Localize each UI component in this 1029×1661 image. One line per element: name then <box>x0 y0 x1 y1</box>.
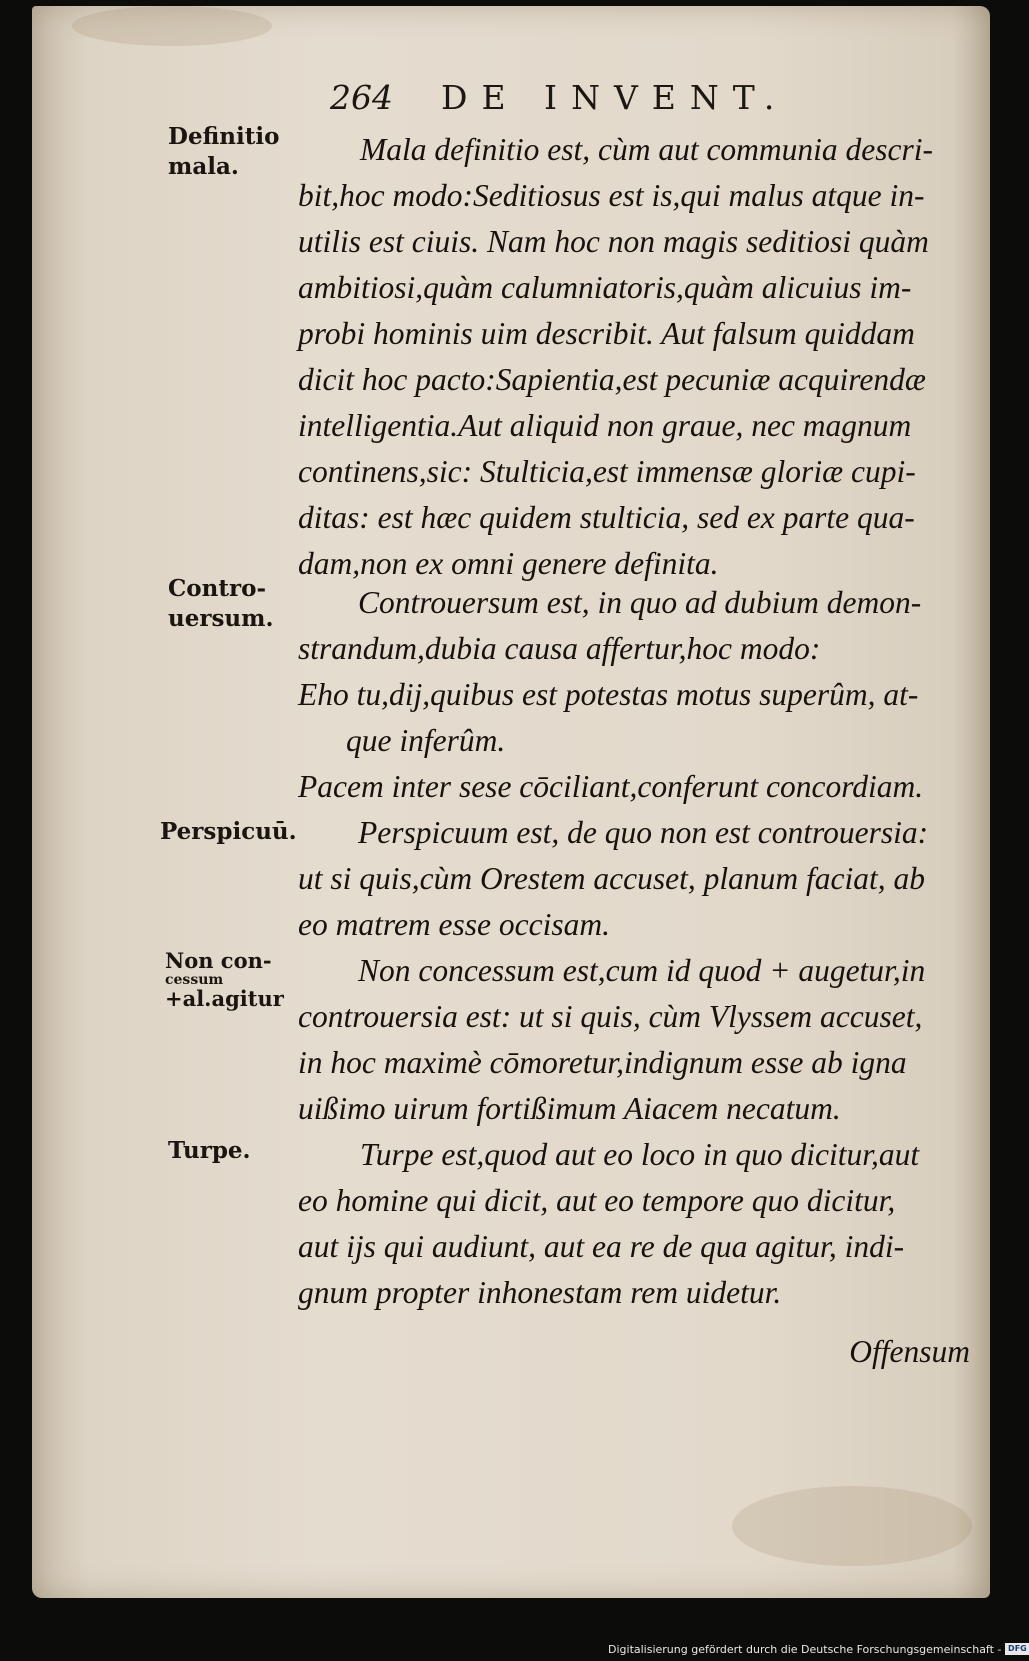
text-line: Controuersum est, in quo ad dubium demon- <box>358 585 922 620</box>
text-line: eo matrem esse occisam. <box>298 907 611 942</box>
text-line: ut si quis,cùm Orestem accuset, planum faciat, ab <box>298 861 926 896</box>
text-line: continens,sic: Stulticia,est immensæ gloriæ cupi- <box>298 454 916 489</box>
text-line: probi hominis uim describit. Aut falsum quiddam <box>298 316 915 351</box>
text-line: Perspicuum est, de quo non est controuersia: <box>358 815 929 850</box>
running-title: DE INVENT. <box>441 78 789 117</box>
text-line: Eho tu,dij,quibus est potestas motus superûm, at- <box>298 677 919 712</box>
text-line: in hoc maximè cōmoretur,indignum esse ab igna <box>298 1045 907 1080</box>
text-line: strandum,dubia causa affertur,hoc modo: <box>298 631 821 666</box>
text-line: ditas: est hæc quidem stulticia, sed ex parte qua- <box>298 500 915 535</box>
footer-text: Digitalisierung gefördert durch die Deutsche Forschungsgemeinschaft - <box>608 1642 1002 1656</box>
running-header <box>330 78 830 128</box>
page-stain <box>732 1486 972 1566</box>
margin-note-line: Definitio <box>168 123 280 150</box>
paragraph-turpe <box>298 1132 973 1316</box>
text-line: Pacem inter sese cōciliant,conferunt concordiam. <box>298 769 924 804</box>
margin-note-line: Non con- <box>165 948 272 973</box>
text-line: Non concessum est,cum id quod + augetur,in <box>358 953 926 988</box>
text-line: utilis est ciuis. Nam hoc non magis seditiosi quàm <box>298 224 929 259</box>
text-line: uißimo uirum fortißimum Aiacem necatum. <box>298 1091 841 1126</box>
text-line: dam,non ex omni genere definita. <box>298 546 719 581</box>
text-line: Mala definitio est, cùm aut communia descri- <box>360 132 934 167</box>
text-line: ambitiosi,quàm calumniatoris,quàm alicuius im- <box>298 270 912 305</box>
paragraph-definitio <box>298 127 973 587</box>
margin-note-line: Turpe. <box>168 1137 251 1164</box>
text-line: aut ijs qui audiunt, aut ea re de qua agitur, indi- <box>298 1229 905 1264</box>
page-stain <box>72 6 272 46</box>
margin-note-line: cessum <box>165 972 224 988</box>
text-line: eo homine qui dicit, aut eo tempore quo dicitur, <box>298 1183 896 1218</box>
margin-note-turpe <box>168 1136 251 1166</box>
text-line: gnum propter inhonestam rem uidetur. <box>298 1275 782 1310</box>
text-line: dicit hoc pacto:Sapientia,est pecuniæ acquirendæ <box>298 362 926 397</box>
footer-credit <box>608 1641 1029 1657</box>
paragraph-non-concessum <box>298 948 973 1132</box>
margin-note-line: mala. <box>168 153 239 180</box>
paragraph-controuersum <box>298 580 973 810</box>
text-line: Turpe est,quod aut eo loco in quo dicitur,aut <box>360 1137 920 1172</box>
text-line: intelligentia.Aut aliquid non graue, nec magnum <box>298 408 912 443</box>
margin-note-non-concessum <box>165 950 284 1010</box>
page-number: 264 <box>330 78 393 117</box>
catchword: Offensum <box>849 1334 970 1369</box>
margin-note-line: Perspicuū. <box>160 818 297 845</box>
margin-note-line: Contro- <box>168 575 266 602</box>
paragraph-perspicuum <box>298 810 973 948</box>
margin-note-line: uersum. <box>168 605 274 632</box>
margin-note-perspicuum <box>160 817 297 847</box>
margin-note-controuersum <box>168 574 274 634</box>
text-line: bit,hoc modo:Seditiosus est is,qui malus atque in- <box>298 178 925 213</box>
margin-note-line: +al.agitur <box>165 986 284 1011</box>
margin-note-definitio <box>168 122 279 182</box>
text-line: controuersia est: ut si quis, cùm Vlyssem accuset, <box>298 999 923 1034</box>
text-line: que inferûm. <box>346 723 506 758</box>
dfg-logo-icon: DFG <box>1005 1643 1029 1655</box>
